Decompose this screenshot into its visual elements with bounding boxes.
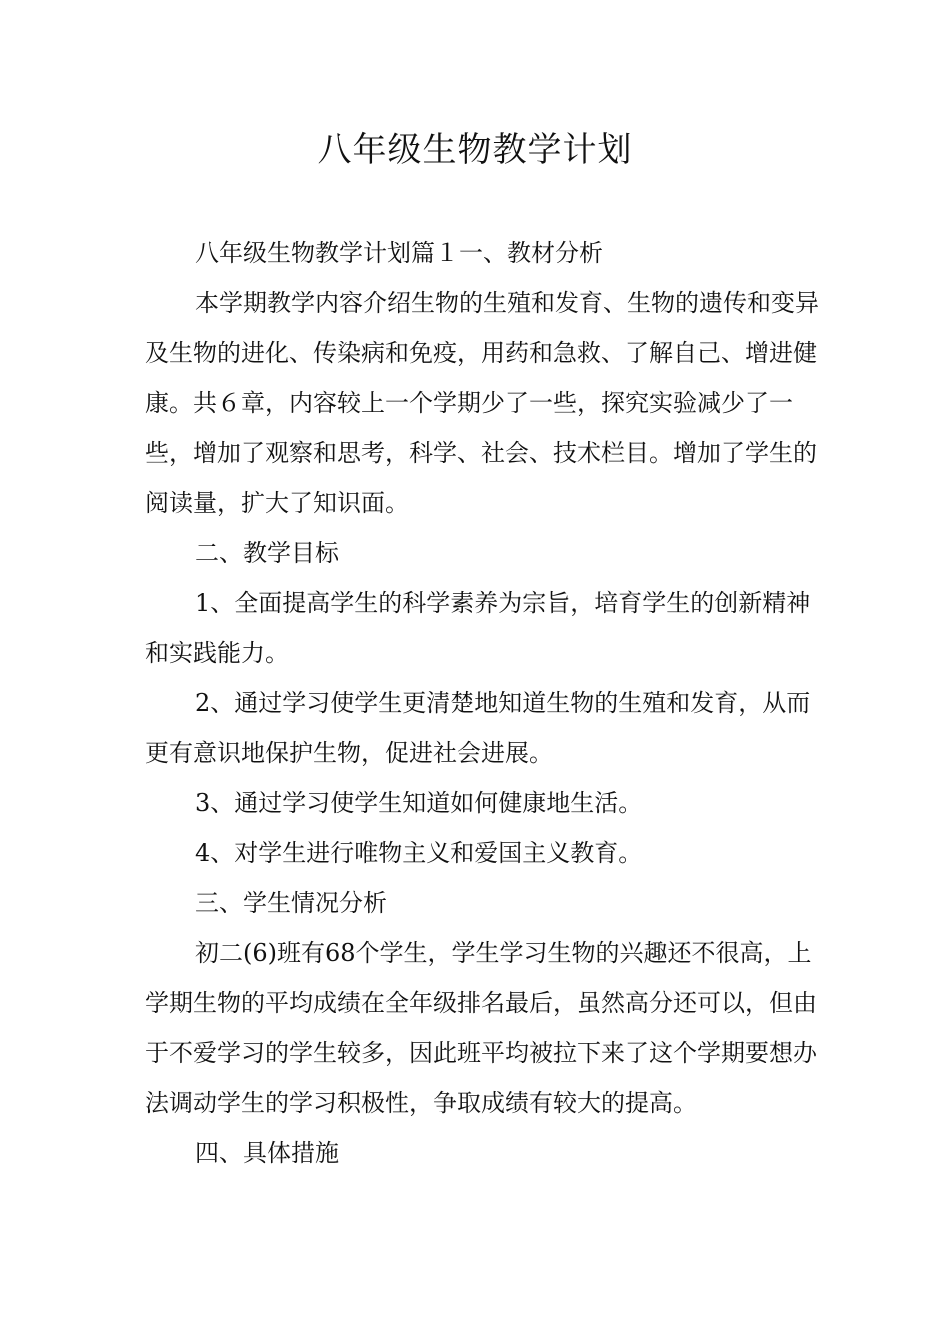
- paragraph-student-analysis: 初二(6)班有68个学生，学生学习生物的兴趣还不很高，上学期生物的平均成绩在全年级排名最后，虽然高分还可以，但由于不爱学习的学生较多，因此班平均被拉下来了这个学期要想办法调动学生的学习积极性，争取成绩有较大的提高。: [145, 939, 817, 1117]
- paragraph-section-heading-3: 三、学生情况分析: [195, 889, 387, 917]
- paragraph-section-heading-2: 二、教学目标: [195, 539, 339, 567]
- paragraph-materials-analysis: 本学期教学内容介绍生物的生殖和发育、生物的遗传和变异及生物的进化、传染病和免疫，用药和急救、了解自己、增进健康。共６章，内容较上一个学期少了一些，探究实验减少了一些，增加了观察和思考，科学、社会、技术栏目。增加了学生的阅读量，扩大了知识面。: [145, 289, 819, 517]
- paragraph-section-heading-4: 四、具体措施: [195, 1139, 339, 1167]
- document-body: [145, 228, 820, 1178]
- paragraph-goal-4: 4、对学生进行唯物主义和爱国主义教育。: [195, 839, 643, 867]
- document-title: 八年级生物教学计划: [317, 130, 633, 170]
- paragraph-section-heading-1: 八年级生物教学计划篇１一、教材分析: [195, 239, 603, 267]
- paragraph-goal-1: 1、全面提高学生的科学素养为宗旨，培育学生的创新精神和实践能力。: [145, 589, 811, 667]
- paragraph-goal-2: 2、通过学习使学生更清楚地知道生物的生殖和发育，从而更有意识地保护生物，促进社会进展。: [145, 689, 811, 767]
- paragraph-goal-3: 3、通过学习使学生知道如何健康地生活。: [195, 789, 643, 817]
